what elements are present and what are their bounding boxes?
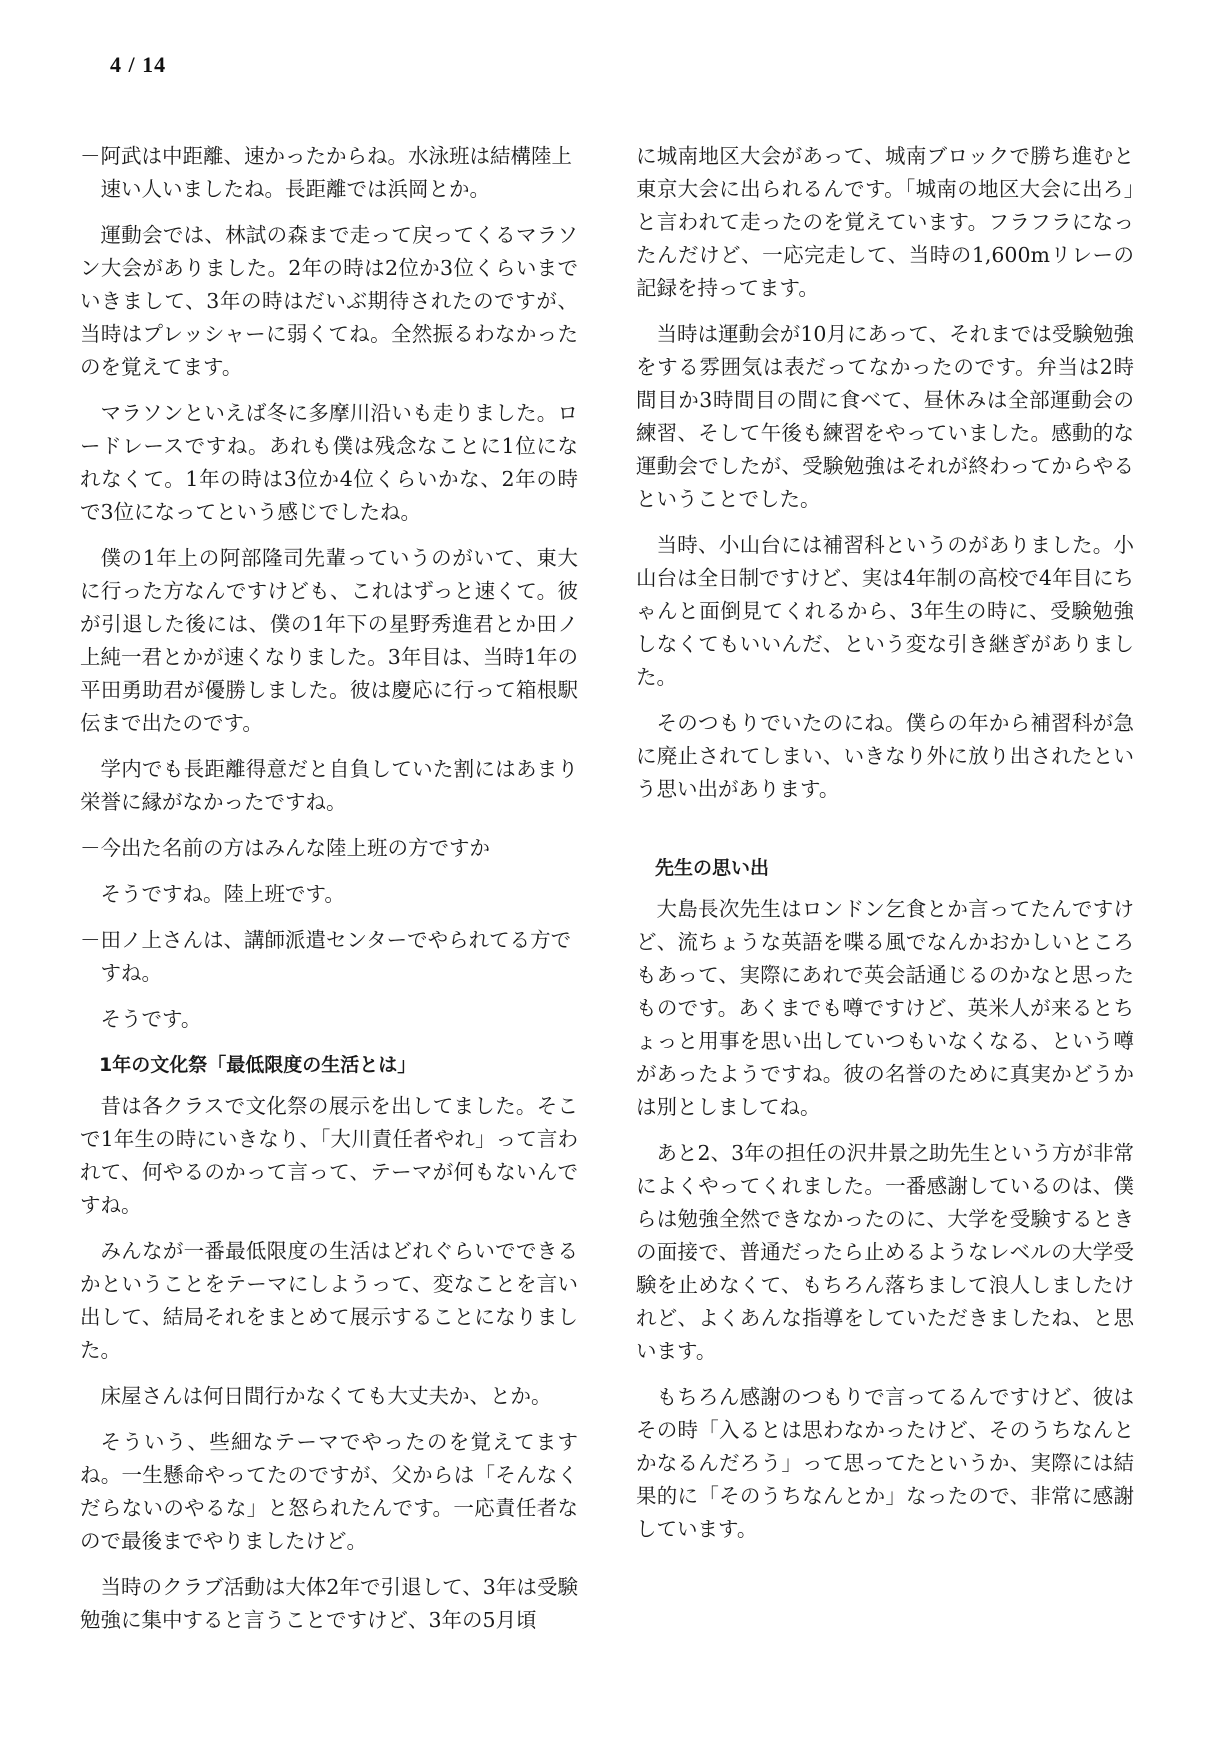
interview-question: －今出た名前の方はみんな陸上班の方ですか: [80, 836, 490, 860]
section-heading: 1年の文化祭「最低限度の生活とは」: [99, 1054, 417, 1076]
page-number: 4 / 14: [110, 52, 167, 77]
paragraph: 運動会では、林試の森まで走って戻ってくるマラソン大会がありました。2年の時は2位か3位くらいまでいきまして、3年の時はだいぶ期待されたのですが、当時はプレッシャーに弱くてね。全然振るわなかったのを覚えてます。: [80, 223, 578, 379]
left-column: [80, 140, 578, 1650]
paragraph: 床屋さんは何日間行かなくても大丈夫か、とか。: [100, 1384, 552, 1408]
paragraph: 昔は各クラスで文化祭の展示を出してました。そこで1年生の時にいきなり、「大川責任者やれ」って言われて、何やるのかって言って、テーマが何もないんですね。: [80, 1094, 578, 1217]
paragraph: もちろん感謝のつもりで言ってるんですけど、彼はその時「入るとは思わなかったけど、そのうちなんとかなるんだろう」って思ってたというか、実際には結果的に「そのうちなんとか」なったので、非常に感謝しています。: [636, 1385, 1134, 1541]
paragraph: 当時のクラブ活動は大体2年で引退して、3年は受験勉強に集中すると言うことですけど、3年の5月頃: [80, 1575, 578, 1632]
paragraph: マラソンといえば冬に多摩川沿いも走りました。ロードレースですね。あれも僕は残念なことに1位になれなくて。1年の時は3位か4位くらいかな、2年の時で3位になってという感じでしたね。: [80, 401, 578, 524]
paragraph: 僕の1年上の阿部隆司先輩っていうのがいて、東大に行った方なんですけども、これはずっと速くて。彼が引退した後には、僕の1年下の星野秀進君とか田ノ上純一君とかが速くなりました。3年目は、当時1年の平田勇助君が優勝しました。彼は慶応に行って箱根駅伝まで出たのです。: [80, 546, 578, 735]
paragraph: そういう、些細なテーマでやったのを覚えてますね。一生懸命やってたのですが、父からは「そんなくだらないのやるな」と怒られたんです。一応責任者なので最後までやりましたけど。: [80, 1430, 578, 1553]
paragraph: そのつもりでいたのにね。僕らの年から補習科が急に廃止されてしまい、いきなり外に放り出されたという思い出があります。: [636, 711, 1134, 801]
interview-question: －阿武は中距離、速かったからね。水泳班は結構陸上速い人いましたね。長距離では浜岡とか。: [80, 144, 572, 201]
interview-answer: そうですね。陸上班です。: [100, 882, 345, 906]
right-column: [636, 140, 1134, 1559]
interview-answer: そうです。: [100, 1007, 202, 1031]
section-heading: 先生の思い出: [655, 857, 770, 879]
paragraph: みんなが一番最低限度の生活はどれぐらいでできるかということをテーマにしようって、変なことを言い出して、結局それをまとめて展示することになりました。: [80, 1239, 578, 1362]
paragraph: 大島長次先生はロンドン乞食とか言ってたんですけど、流ちょうな英語を喋る風でなんかおかしいところもあって、実際にあれで英会話通じるのかなと思ったものです。あくまでも噂ですけど、英米人が来るとちょっと用事を思い出していつもいなくなる、という噂があったようですね。彼の名誉のために真実かどうかは別としましてね。: [636, 897, 1134, 1119]
paragraph: 当時、小山台には補習科というのがありました。小山台は全日制ですけど、実は4年制の高校で4年目にちゃんと面倒見てくれるから、3年生の時に、受験勉強しなくてもいいんだ、という変な引き継ぎがありました。: [636, 533, 1134, 689]
paragraph-continuation: に城南地区大会があって、城南ブロックで勝ち進むと東京大会に出られるんです。「城南の地区大会に出ろ」と言われて走ったのを覚えています。フラフラになったんだけど、一応完走して、当時の1,600mリレーの記録を持ってます。: [636, 144, 1134, 300]
paragraph: 学内でも長距離得意だと自負していた割にはあまり栄誉に縁がなかったですね。: [80, 757, 578, 814]
interview-question: －田ノ上さんは、講師派遣センターでやられてる方ですね。: [80, 928, 572, 985]
paragraph: あと2、3年の担任の沢井景之助先生という方が非常によくやってくれました。一番感謝しているのは、僕らは勉強全然できなかったのに、大学を受験するときの面接で、普通だったら止めるようなレベルの大学受験を止めなくて、もちろん落ちまして浪人しましたけれど、よくあんな指導をしていただきましたね、と思います。: [636, 1141, 1134, 1363]
paragraph: 当時は運動会が10月にあって、それまでは受験勉強をする雰囲気は表だってなかったのです。弁当は2時間目か3時間目の間に食べて、昼休みは全部運動会の練習、そして午後も練習をやっていました。感動的な運動会でしたが、受験勉強はそれが終わってからやるということでした。: [636, 322, 1134, 511]
